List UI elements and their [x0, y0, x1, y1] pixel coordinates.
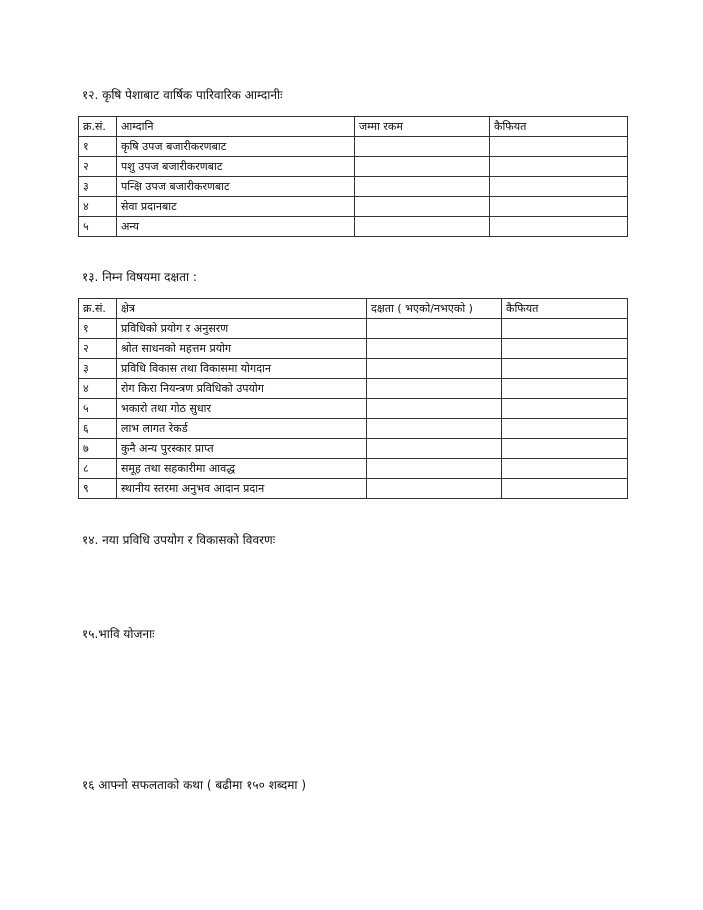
header-income: आम्दानि: [117, 117, 355, 137]
amount-cell[interactable]: [355, 177, 490, 197]
remarks-cell[interactable]: [502, 439, 628, 459]
skill-cell[interactable]: [367, 459, 502, 479]
skill-cell[interactable]: [367, 379, 502, 399]
header-skill: दक्षता ( भएको/नभएको ): [367, 299, 502, 319]
row-item: सेवा प्रदानबाट: [117, 197, 355, 217]
skills-table: [78, 298, 628, 499]
remarks-cell[interactable]: [502, 359, 628, 379]
header-sn: क्र.सं.: [79, 299, 117, 319]
row-sn: ८: [79, 459, 117, 479]
table-row: [79, 319, 628, 339]
row-item: पन्क्षि उपज बजारीकरणबाट: [117, 177, 355, 197]
remarks-cell[interactable]: [502, 459, 628, 479]
remarks-cell[interactable]: [502, 379, 628, 399]
table-row: [79, 217, 628, 237]
table-row: [79, 157, 628, 177]
row-item: समूह तथा सहकारीमा आवद्ध: [117, 459, 367, 479]
row-item: प्रविधि विकास तथा विकासमा योगदान: [117, 359, 367, 379]
row-item: स्थानीय स्तरमा अनुभव आदान प्रदान: [117, 479, 367, 499]
skill-cell[interactable]: [367, 319, 502, 339]
row-item: कृषि उपज बजारीकरणबाट: [117, 137, 355, 157]
remarks-cell[interactable]: [490, 217, 628, 237]
row-item: भकारो तथा गोठ सुधार: [117, 399, 367, 419]
remarks-cell[interactable]: [502, 419, 628, 439]
table-row: [79, 439, 628, 459]
row-sn: ४: [79, 379, 117, 399]
table-row: [79, 459, 628, 479]
amount-cell[interactable]: [355, 137, 490, 157]
table-row: [79, 379, 628, 399]
amount-cell[interactable]: [355, 217, 490, 237]
row-item: कुनै अन्य पुरस्कार प्राप्त: [117, 439, 367, 459]
row-sn: ५: [79, 399, 117, 419]
remarks-cell[interactable]: [490, 157, 628, 177]
section-15-heading: १५.भावि योजनाः: [82, 627, 155, 641]
skill-cell[interactable]: [367, 339, 502, 359]
skill-cell[interactable]: [367, 479, 502, 499]
row-item: रोग किरा नियन्त्रण प्रविधिको उपयोग: [117, 379, 367, 399]
row-item: प्रविधिको प्रयोग र अनुसरण: [117, 319, 367, 339]
table-header-row: [79, 299, 628, 319]
header-total-amount: जम्मा रकम: [355, 117, 490, 137]
row-sn: ९: [79, 479, 117, 499]
table-row: [79, 399, 628, 419]
row-sn: ६: [79, 419, 117, 439]
row-sn: १: [79, 319, 117, 339]
row-sn: १: [79, 137, 117, 157]
row-item: लाभ लागत रेकर्ड: [117, 419, 367, 439]
header-sn: क्र.सं.: [79, 117, 117, 137]
remarks-cell[interactable]: [490, 177, 628, 197]
header-remarks: कैफियत: [490, 117, 628, 137]
row-sn: ७: [79, 439, 117, 459]
row-sn: २: [79, 339, 117, 359]
row-sn: ३: [79, 359, 117, 379]
header-remarks: कैफियत: [502, 299, 628, 319]
table-row: [79, 359, 628, 379]
income-table: [78, 116, 628, 237]
remarks-cell[interactable]: [502, 479, 628, 499]
table-row: [79, 177, 628, 197]
row-sn: २: [79, 157, 117, 177]
remarks-cell[interactable]: [490, 137, 628, 157]
table-row: [79, 479, 628, 499]
section-12-heading: १२. कृषि पेशाबाट वार्षिक पारिवारिक आम्दानीः: [82, 88, 283, 102]
header-area: क्षेत्र: [117, 299, 367, 319]
skill-cell[interactable]: [367, 439, 502, 459]
remarks-cell[interactable]: [502, 399, 628, 419]
remarks-cell[interactable]: [502, 319, 628, 339]
skill-cell[interactable]: [367, 399, 502, 419]
table-row: [79, 419, 628, 439]
skill-cell[interactable]: [367, 419, 502, 439]
remarks-cell[interactable]: [502, 339, 628, 359]
row-sn: ४: [79, 197, 117, 217]
section-16-heading: १६ आफ्नो सफलताको कथा ( बढीमा १५० शब्दमा ): [82, 778, 307, 792]
table-header-row: [79, 117, 628, 137]
row-item: पशु उपज बजारीकरणबाट: [117, 157, 355, 177]
amount-cell[interactable]: [355, 157, 490, 177]
row-sn: ५: [79, 217, 117, 237]
skill-cell[interactable]: [367, 359, 502, 379]
row-item: श्रोत साधनको महत्तम प्रयोग: [117, 339, 367, 359]
section-14-heading: १४. नया प्रविधि उपयोग र विकासको विवरणः: [82, 533, 276, 547]
amount-cell[interactable]: [355, 197, 490, 217]
remarks-cell[interactable]: [490, 197, 628, 217]
section-13-heading: १३. निम्न विषयमा दक्षता :: [82, 270, 197, 284]
table-row: [79, 339, 628, 359]
row-item: अन्य: [117, 217, 355, 237]
table-row: [79, 137, 628, 157]
table-row: [79, 197, 628, 217]
row-sn: ३: [79, 177, 117, 197]
